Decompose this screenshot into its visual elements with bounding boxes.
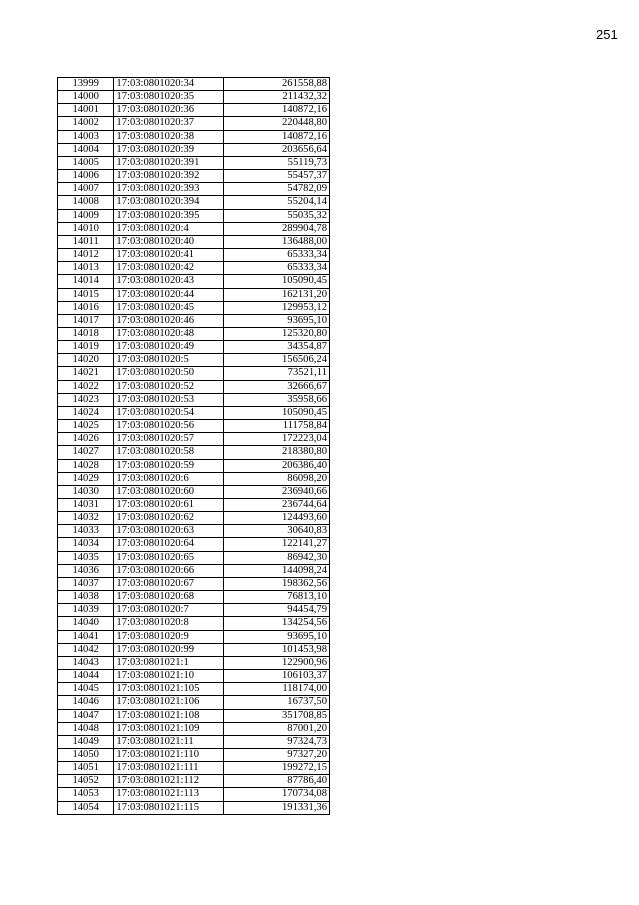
table-row [58,630,330,643]
row-number-cell: 14012 [58,249,114,262]
row-number-cell: 14043 [58,656,114,669]
value-cell: 55035,32 [224,209,330,222]
table-row [58,670,330,683]
table-row [58,683,330,696]
cadastral-number-cell: 17:03:0801020:35 [114,91,224,104]
row-number-cell: 14052 [58,775,114,788]
table-row [58,327,330,340]
cadastral-number-cell: 17:03:0801020:38 [114,130,224,143]
cadastral-number-cell: 17:03:0801021:10 [114,670,224,683]
cadastral-number-cell: 17:03:0801021:109 [114,722,224,735]
value-cell: 236744,64 [224,499,330,512]
cadastral-number-cell: 17:03:0801020:46 [114,314,224,327]
table-row [58,525,330,538]
row-number-cell: 14032 [58,512,114,525]
cadastral-number-cell: 17:03:0801020:67 [114,577,224,590]
table-row [58,604,330,617]
cadastral-number-cell: 17:03:0801020:53 [114,393,224,406]
table-row [58,551,330,564]
row-number-cell: 14038 [58,591,114,604]
table-row [58,577,330,590]
cadastral-number-cell: 17:03:0801021:1 [114,656,224,669]
cadastral-number-cell: 17:03:0801021:115 [114,801,224,814]
value-cell: 122900,96 [224,656,330,669]
table-row [58,341,330,354]
row-number-cell: 14021 [58,367,114,380]
table-row [58,696,330,709]
cadastral-number-cell: 17:03:0801020:4 [114,222,224,235]
row-number-cell: 14045 [58,683,114,696]
row-number-cell: 13999 [58,78,114,91]
cadastral-number-cell: 17:03:0801020:6 [114,472,224,485]
value-cell: 55204,14 [224,196,330,209]
value-cell: 101453,98 [224,643,330,656]
cadastral-number-cell: 17:03:0801020:395 [114,209,224,222]
row-number-cell: 14025 [58,420,114,433]
value-cell: 93695,10 [224,314,330,327]
value-cell: 129953,12 [224,301,330,314]
table-row [58,748,330,761]
table-row [58,249,330,262]
table-row [58,564,330,577]
row-number-cell: 14039 [58,604,114,617]
table-row [58,801,330,814]
cadastral-value-table [57,77,330,815]
value-cell: 76813,10 [224,591,330,604]
value-cell: 203656,64 [224,143,330,156]
table-row [58,156,330,169]
table-row [58,538,330,551]
row-number-cell: 14001 [58,104,114,117]
row-number-cell: 14048 [58,722,114,735]
table-row [58,656,330,669]
value-cell: 30640,83 [224,525,330,538]
cadastral-number-cell: 17:03:0801020:52 [114,380,224,393]
cadastral-number-cell: 17:03:0801020:37 [114,117,224,130]
table-row [58,722,330,735]
cadastral-number-cell: 17:03:0801021:106 [114,696,224,709]
value-cell: 105090,45 [224,275,330,288]
table-row [58,775,330,788]
cadastral-number-cell: 17:03:0801020:56 [114,420,224,433]
row-number-cell: 14035 [58,551,114,564]
row-number-cell: 14015 [58,288,114,301]
table-row [58,512,330,525]
value-cell: 97324,73 [224,735,330,748]
table-row [58,643,330,656]
cadastral-number-cell: 17:03:0801020:45 [114,301,224,314]
cadastral-number-cell: 17:03:0801020:43 [114,275,224,288]
value-cell: 55457,37 [224,170,330,183]
value-cell: 32666,67 [224,380,330,393]
cadastral-number-cell: 17:03:0801020:36 [114,104,224,117]
row-number-cell: 14004 [58,143,114,156]
cadastral-number-cell: 17:03:0801020:42 [114,262,224,275]
cadastral-number-cell: 17:03:0801021:11 [114,735,224,748]
row-number-cell: 14014 [58,275,114,288]
table-row [58,314,330,327]
cadastral-number-cell: 17:03:0801020:41 [114,249,224,262]
table-row [58,459,330,472]
table-row [58,91,330,104]
value-cell: 206386,40 [224,459,330,472]
row-number-cell: 14023 [58,393,114,406]
row-number-cell: 14026 [58,433,114,446]
cadastral-number-cell: 17:03:0801020:59 [114,459,224,472]
row-number-cell: 14009 [58,209,114,222]
table-row [58,499,330,512]
table-row [58,591,330,604]
cadastral-number-cell: 17:03:0801020:57 [114,433,224,446]
row-number-cell: 14013 [58,262,114,275]
value-cell: 198362,56 [224,577,330,590]
cadastral-number-cell: 17:03:0801020:394 [114,196,224,209]
table-row [58,617,330,630]
value-cell: 122141,27 [224,538,330,551]
value-cell: 136488,00 [224,235,330,248]
cadastral-number-cell: 17:03:0801020:63 [114,525,224,538]
cadastral-number-cell: 17:03:0801021:108 [114,709,224,722]
table-row [58,762,330,775]
row-number-cell: 14022 [58,380,114,393]
table-row [58,354,330,367]
row-number-cell: 14029 [58,472,114,485]
value-cell: 73521,11 [224,367,330,380]
value-cell: 94454,79 [224,604,330,617]
table-row [58,196,330,209]
table-row [58,104,330,117]
value-cell: 65333,34 [224,249,330,262]
row-number-cell: 14018 [58,327,114,340]
row-number-cell: 14007 [58,183,114,196]
row-number-cell: 14019 [58,341,114,354]
value-cell: 140872,16 [224,104,330,117]
cadastral-number-cell: 17:03:0801020:391 [114,156,224,169]
cadastral-number-cell: 17:03:0801020:99 [114,643,224,656]
cadastral-number-cell: 17:03:0801020:54 [114,406,224,419]
value-cell: 156506,24 [224,354,330,367]
cadastral-number-cell: 17:03:0801021:112 [114,775,224,788]
value-cell: 170734,08 [224,788,330,801]
cadastral-number-cell: 17:03:0801020:7 [114,604,224,617]
cadastral-number-cell: 17:03:0801020:61 [114,499,224,512]
cadastral-number-cell: 17:03:0801020:40 [114,235,224,248]
table-row [58,420,330,433]
row-number-cell: 14042 [58,643,114,656]
cadastral-number-cell: 17:03:0801020:50 [114,367,224,380]
table-row [58,367,330,380]
value-cell: 144098,24 [224,564,330,577]
value-cell: 86098,20 [224,472,330,485]
value-cell: 16737,50 [224,696,330,709]
cadastral-number-cell: 17:03:0801020:60 [114,485,224,498]
value-cell: 105090,45 [224,406,330,419]
table-row [58,275,330,288]
cadastral-number-cell: 17:03:0801020:8 [114,617,224,630]
table-body [58,78,330,815]
cadastral-number-cell: 17:03:0801020:393 [114,183,224,196]
row-number-cell: 14011 [58,235,114,248]
value-cell: 65333,34 [224,262,330,275]
value-cell: 35958,66 [224,393,330,406]
value-cell: 106103,37 [224,670,330,683]
value-cell: 199272,15 [224,762,330,775]
cadastral-number-cell: 17:03:0801020:5 [114,354,224,367]
value-cell: 289904,78 [224,222,330,235]
value-cell: 86942,30 [224,551,330,564]
cadastral-number-cell: 17:03:0801021:110 [114,748,224,761]
table-row [58,380,330,393]
row-number-cell: 14020 [58,354,114,367]
value-cell: 125320,80 [224,327,330,340]
value-cell: 87001,20 [224,722,330,735]
table-row [58,406,330,419]
row-number-cell: 14003 [58,130,114,143]
page-number: 251 [596,27,618,42]
value-cell: 97327,20 [224,748,330,761]
cadastral-number-cell: 17:03:0801021:105 [114,683,224,696]
cadastral-number-cell: 17:03:0801020:48 [114,327,224,340]
row-number-cell: 14010 [58,222,114,235]
cadastral-number-cell: 17:03:0801020:66 [114,564,224,577]
row-number-cell: 14053 [58,788,114,801]
value-cell: 261558,88 [224,78,330,91]
cadastral-number-cell: 17:03:0801020:39 [114,143,224,156]
row-number-cell: 14024 [58,406,114,419]
table-row [58,222,330,235]
value-cell: 140872,16 [224,130,330,143]
table-row [58,788,330,801]
row-number-cell: 14017 [58,314,114,327]
cadastral-number-cell: 17:03:0801020:62 [114,512,224,525]
row-number-cell: 14027 [58,446,114,459]
table-row [58,209,330,222]
value-cell: 134254,56 [224,617,330,630]
row-number-cell: 14037 [58,577,114,590]
cadastral-number-cell: 17:03:0801020:64 [114,538,224,551]
value-cell: 34354,87 [224,341,330,354]
row-number-cell: 14041 [58,630,114,643]
row-number-cell: 14008 [58,196,114,209]
value-cell: 118174,00 [224,683,330,696]
row-number-cell: 14046 [58,696,114,709]
table-row [58,446,330,459]
value-cell: 218380,80 [224,446,330,459]
row-number-cell: 14051 [58,762,114,775]
table-row [58,235,330,248]
table-row [58,301,330,314]
table-row [58,183,330,196]
table-row [58,143,330,156]
row-number-cell: 14040 [58,617,114,630]
cadastral-number-cell: 17:03:0801020:9 [114,630,224,643]
value-cell: 54782,09 [224,183,330,196]
table-row [58,393,330,406]
row-number-cell: 14049 [58,735,114,748]
value-cell: 211432,32 [224,91,330,104]
row-number-cell: 14047 [58,709,114,722]
row-number-cell: 14002 [58,117,114,130]
table-row [58,485,330,498]
cadastral-number-cell: 17:03:0801020:68 [114,591,224,604]
cadastral-number-cell: 17:03:0801020:58 [114,446,224,459]
value-cell: 236940,66 [224,485,330,498]
row-number-cell: 14031 [58,499,114,512]
row-number-cell: 14016 [58,301,114,314]
table-row [58,472,330,485]
value-cell: 220448,80 [224,117,330,130]
table-row [58,735,330,748]
row-number-cell: 14054 [58,801,114,814]
value-cell: 191331,36 [224,801,330,814]
row-number-cell: 14034 [58,538,114,551]
table-row [58,288,330,301]
row-number-cell: 14006 [58,170,114,183]
value-cell: 351708,85 [224,709,330,722]
value-cell: 124493,60 [224,512,330,525]
table-row [58,709,330,722]
row-number-cell: 14000 [58,91,114,104]
cadastral-number-cell: 17:03:0801020:44 [114,288,224,301]
row-number-cell: 14050 [58,748,114,761]
table-row [58,433,330,446]
cadastral-number-cell: 17:03:0801020:34 [114,78,224,91]
cadastral-number-cell: 17:03:0801020:392 [114,170,224,183]
cadastral-number-cell: 17:03:0801020:65 [114,551,224,564]
row-number-cell: 14005 [58,156,114,169]
table-row [58,130,330,143]
cadastral-number-cell: 17:03:0801020:49 [114,341,224,354]
row-number-cell: 14028 [58,459,114,472]
cadastral-number-cell: 17:03:0801021:113 [114,788,224,801]
table-row [58,78,330,91]
cadastral-number-cell: 17:03:0801021:111 [114,762,224,775]
table-row [58,262,330,275]
table-row [58,170,330,183]
row-number-cell: 14044 [58,670,114,683]
value-cell: 93695,10 [224,630,330,643]
value-cell: 162131,20 [224,288,330,301]
value-cell: 87786,40 [224,775,330,788]
row-number-cell: 14033 [58,525,114,538]
value-cell: 172223,04 [224,433,330,446]
row-number-cell: 14036 [58,564,114,577]
value-cell: 55119,73 [224,156,330,169]
value-cell: 111758,84 [224,420,330,433]
table-row [58,117,330,130]
row-number-cell: 14030 [58,485,114,498]
